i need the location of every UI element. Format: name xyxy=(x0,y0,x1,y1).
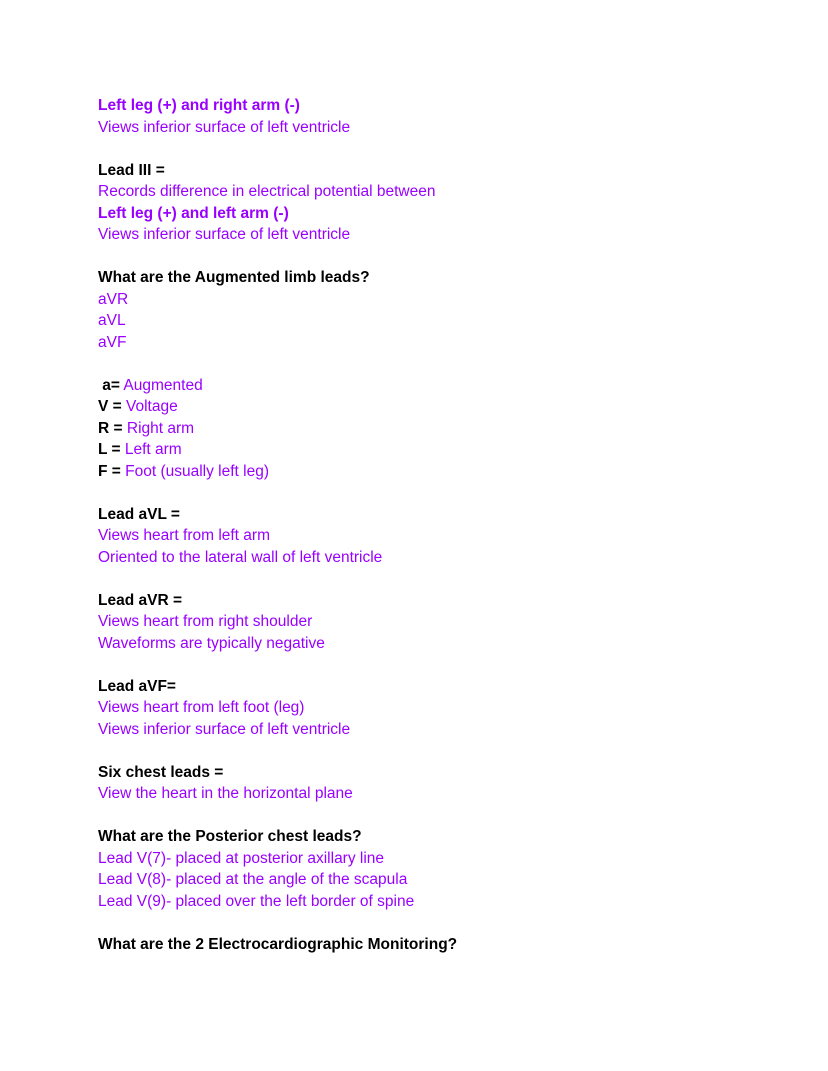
heading-line: Lead III = xyxy=(98,161,165,179)
answer-line: aVR xyxy=(98,290,129,308)
definition-key: L = xyxy=(98,441,121,458)
definition-key: a= xyxy=(98,376,120,394)
answer-line: Views inferior surface of left ventricle xyxy=(98,720,351,738)
definition-key: R = xyxy=(98,419,123,437)
definition-value: Augmented xyxy=(119,376,203,394)
definition-key: V = xyxy=(98,398,122,415)
heading-line: What are the Posterior chest leads? xyxy=(98,828,362,845)
definition-line xyxy=(98,461,798,483)
heading-line: Lead aVL = xyxy=(98,505,180,523)
answer-line: View the heart in the horizontal plane xyxy=(98,785,353,802)
heading-line: Six chest leads = xyxy=(98,763,224,781)
answer-line: Views heart from right shoulder xyxy=(98,613,313,630)
answer-line: Views heart from left foot (leg) xyxy=(98,699,305,716)
blank-line xyxy=(98,740,798,762)
blank-line xyxy=(98,568,798,590)
answer-line: aVL xyxy=(98,312,126,329)
heading-line: Lead aVR = xyxy=(98,591,182,609)
answer-line: Views heart from left arm xyxy=(98,527,270,544)
definition-line xyxy=(98,418,798,440)
answer-line: Lead V(9)- placed over the left border of spine xyxy=(98,892,415,910)
definition-line xyxy=(98,439,798,461)
heading-line: What are the 2 Electrocardiographic Monitoring? xyxy=(98,935,458,953)
definition-line xyxy=(98,375,798,397)
answer-line: Records difference in electrical potential between xyxy=(98,183,436,200)
answer-line: Views inferior surface of left ventricle xyxy=(98,226,351,243)
blank-line xyxy=(98,138,798,160)
definition-value: Right arm xyxy=(122,419,195,437)
emphasis-line: Left leg (+) and right arm (-) xyxy=(98,97,300,114)
answer-line: Waveforms are typically negative xyxy=(98,634,325,652)
blank-line xyxy=(98,912,798,934)
blank-line xyxy=(98,654,798,676)
heading-line: Lead aVF= xyxy=(98,677,176,695)
answer-line: Views inferior surface of left ventricle xyxy=(98,118,351,136)
answer-line: Lead V(8)- placed at the angle of the scapula xyxy=(98,871,408,888)
emphasis-line: Left leg (+) and left arm (-) xyxy=(98,204,289,222)
definition-value: Foot (usually left leg) xyxy=(120,462,270,480)
blank-line xyxy=(98,353,798,375)
answer-line: Oriented to the lateral wall of left ventricle xyxy=(98,548,383,566)
blank-line xyxy=(98,482,798,504)
blank-line xyxy=(98,805,798,827)
definition-value: Voltage xyxy=(121,398,178,415)
heading-line: What are the Augmented limb leads? xyxy=(98,269,370,286)
definition-value: Left arm xyxy=(120,441,182,458)
blank-line xyxy=(98,246,798,268)
definition-line xyxy=(98,396,798,418)
answer-line: Lead V(7)- placed at posterior axillary line xyxy=(98,849,385,867)
answer-line: aVF xyxy=(98,333,127,351)
document-body xyxy=(98,95,798,955)
definition-key: F = xyxy=(98,462,121,480)
